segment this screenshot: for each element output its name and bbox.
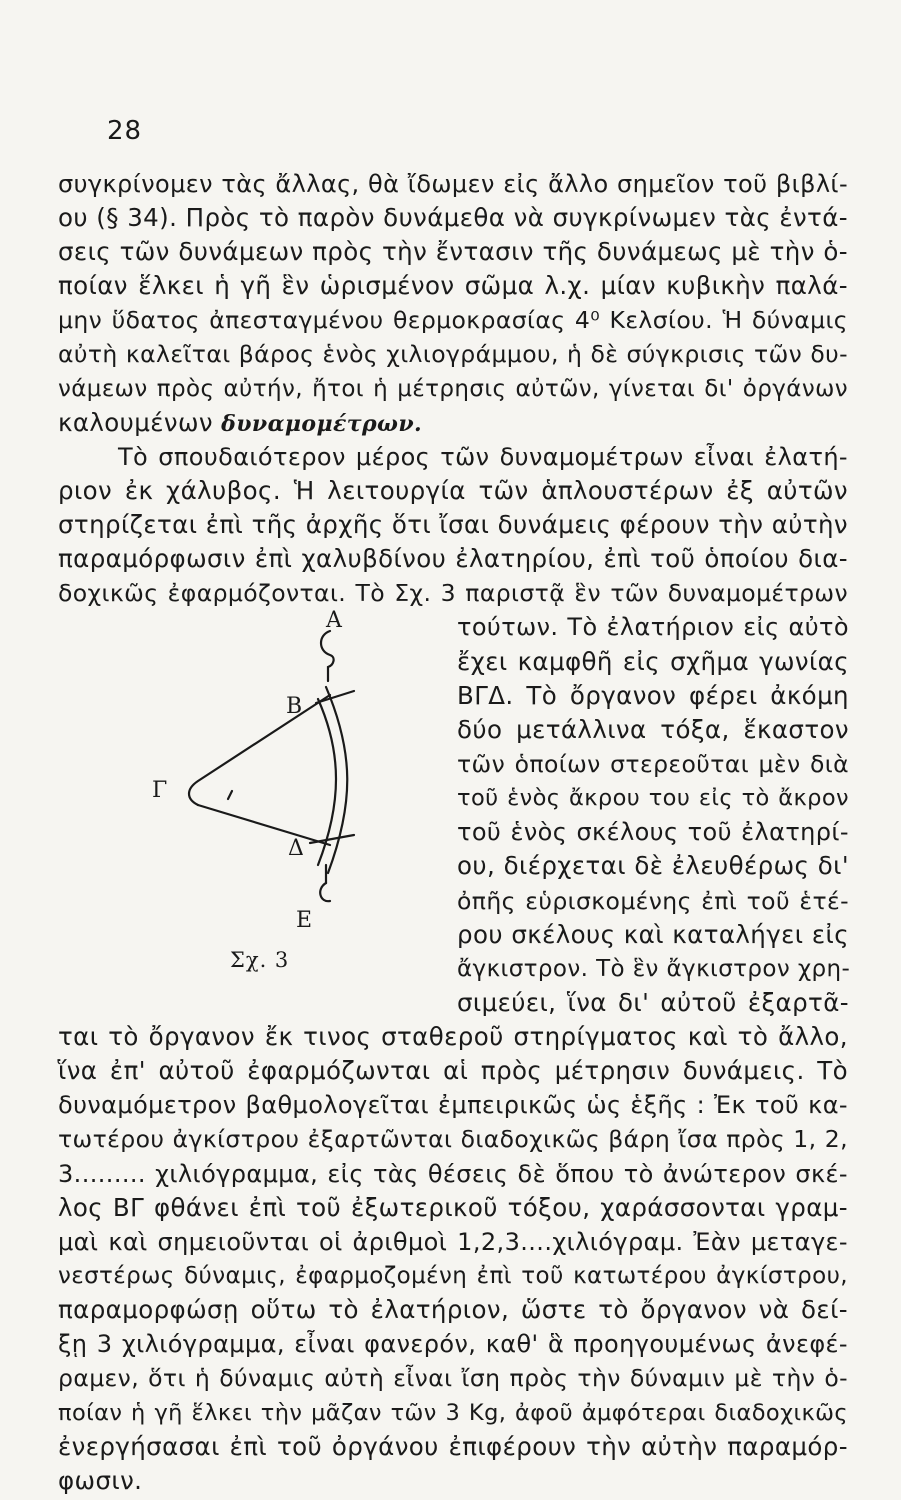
label-a: Α (326, 608, 342, 633)
text-line: δυναμόμετρον βαθμολογεῖται ἐμπειρικῶς ὡς ἑξῆς : Ἐκ τοῦ κα- (58, 1091, 848, 1119)
text-line: ξῃ 3 χιλιόγραμμα, εἶναι φανερόν, καθ' ἃ προηγουμένως ἀνεφέ- (58, 1330, 848, 1358)
text-line: νάμεων πρὸς αὐτήν, ἤτοι ἡ μέτρησις αὐτῶν, γίνεται δι' ὀργάνων (58, 376, 848, 402)
text-line: τωτέρου ἀγκίστρου ἐξαρτῶνται διαδοχικῶς βάρη ἴσα πρὸς 1, 2, (58, 1125, 848, 1153)
text-line: ἵνα ἐπ' αὐτοῦ ἐφαρμόζωνται αἱ πρὸς μέτρησιν δυνάμεις. Τὸ (58, 1056, 848, 1085)
label-b: Β (286, 694, 303, 719)
spring-lower-leg (198, 805, 330, 845)
spring-upper-leg (189, 695, 330, 805)
text-line: τοῦ ἑνὸς ἄκρου του εἰς τὸ ἄκρον (457, 785, 849, 811)
text-line: ποίαν ἕλκει ἡ γῆ ἓν ὡρισμένον σῶμα λ.χ. μίαν κυβικὴν παλά- (58, 271, 848, 300)
lower-hook (320, 883, 330, 901)
text-line: Τὸ σπουδαιότερον μέρος τῶν δυναμομέτρων εἶναι ἐλατή- (118, 443, 848, 471)
text-line: σιμεύει, ἵνα δι' αὐτοῦ ἐξαρτᾶ- (457, 988, 849, 1017)
text-line: ραμεν, ὅτι ἡ δύναμις αὐτὴ εἶναι ἴση πρὸς τὴν δύναμιν μὲ τὴν ὁ- (58, 1364, 848, 1392)
text-line (58, 407, 422, 439)
text-line: στηρίζεται ἐπὶ τῆς ἀρχῆς ὅτι ἴσαι δυνάμεις φέρουν τὴν αὐτὴν (58, 510, 848, 539)
text-line: ὀπῆς εὑρισκομένης ἐπὶ τοῦ ἑτέ- (457, 887, 849, 915)
text-line: ου, διέρχεται δὲ ἐλευθέρως δι' (457, 851, 849, 880)
text-line: ΒΓΔ. Τὸ ὄργανον φέρει ἀκόμη (457, 681, 849, 710)
upper-hook (321, 631, 334, 681)
text-line: λος ΒΓ φθάνει ἐπὶ τοῦ ἐξωτερικοῦ τόξου, χαράσσονται γραμ- (58, 1193, 848, 1222)
text-line: αὐτὴ καλεῖται βάρος ἑνὸς χιλιογράμμου, ἡ δὲ σύγκρισις τῶν δυ- (58, 340, 848, 368)
figure-caption: Σχ. 3 (230, 948, 290, 972)
text-line: δύο μετάλλινα τόξα, ἕκαστον (457, 715, 849, 744)
text-line: ριον ἐκ χάλυβος. Ἡ λειτουργία τῶν ἁπλουστέρων ἐξ αὐτῶν (58, 476, 848, 505)
emphasized-term: δυναμομέτρων. (221, 411, 423, 437)
arc-joint-d (310, 835, 354, 843)
text-line: σεις τῶν δυνάμεων πρὸς τὴν ἔντασιν τῆς δυνάμεως μὲ τὴν ὁ- (58, 237, 848, 266)
text-fragment: καλουμένων (58, 408, 222, 437)
label-d: Δ (288, 836, 304, 861)
text-line: ἄγκιστρον. Τὸ ἓν ἄγκιστρον χρη- (457, 956, 851, 982)
text-line: μαὶ καὶ σημειοῦνται οἱ ἀριθμοὶ 1,2,3....χιλιόγραμ. Ἐὰν μεταγε- (58, 1228, 848, 1256)
text-line: ται τὸ ὄργανον ἔκ τινος σταθεροῦ στηρίγματος καὶ τὸ ἄλλο, (58, 1022, 848, 1051)
text-line: συγκρίνομεν τὰς ἄλλας, θὰ ἴδωμεν εἰς ἄλλο σημεῖον τοῦ βιβλί- (58, 170, 848, 198)
page-number: 28 (107, 116, 143, 146)
text-line: ποίαν ἡ γῆ ἕλκει τὴν μᾶζαν τῶν 3 Kg, ἀφοῦ ἀμφότεραι διαδοχικῶς (58, 1400, 848, 1426)
dynamometer-diagram (140, 603, 450, 993)
text-line: τοῦ ἑνὸς σκέλους τοῦ ἐλατηρί- (457, 818, 849, 846)
text-line: ου (§ 34). Πρὸς τὸ παρὸν δυνάμεθα νὰ συγκρίνωμεν τὰς ἐντά- (58, 203, 848, 232)
label-e: Ε (296, 908, 313, 933)
text-line: νεστέρως δύναμις, ἐφαρμοζομένη ἐπὶ τοῦ κατωτέρου ἀγκίστρου, (58, 1263, 848, 1289)
text-line: ρου σκέλους καὶ καταλήγει εἰς (457, 920, 849, 949)
tick-mark (228, 791, 232, 799)
arc-joint-b (316, 691, 354, 703)
text-line: μην ὕδατος ἀπεσταγμένου θερμοκρασίας 4⁰ Κελσίου. Ἡ δύναμις (58, 306, 848, 334)
text-line: 3......... χιλιόγραμμα, εἰς τὰς θέσεις δὲ ὅπου τὸ ἀνώτερον σκέ- (58, 1160, 848, 1188)
text-line: τούτων. Τὸ ἐλατήριον εἰς αὐτὸ (457, 613, 849, 641)
text-line: παραμορφώσῃ οὕτω τὸ ἐλατήριον, ὥστε τὸ ὄργανον νὰ δεί- (58, 1295, 848, 1324)
text-line: ἔχει καμφθῆ εἰς σχῆμα γωνίας (457, 647, 849, 676)
label-g: Γ (152, 778, 168, 803)
text-line: τῶν ὁποίων στερεοῦται μὲν διὰ (457, 750, 849, 778)
text-line: δοχικῶς ἐφαρμόζονται. Τὸ Σχ. 3 παριστᾷ ἓν τῶν δυναμομέτρων (58, 579, 848, 607)
text-line: φωσιν. (58, 1466, 143, 1495)
dynamometer-figure (140, 603, 450, 993)
text-line: παραμόρφωσιν ἐπὶ χαλυβδίνου ἐλατηρίου, ἐπὶ τοῦ ὁποίου δια- (58, 544, 848, 573)
text-line: ἐνεργήσασαι ἐπὶ τοῦ ὀργάνου ἐπιφέρουν τὴν αὐτὴν παραμόρ- (58, 1432, 848, 1461)
